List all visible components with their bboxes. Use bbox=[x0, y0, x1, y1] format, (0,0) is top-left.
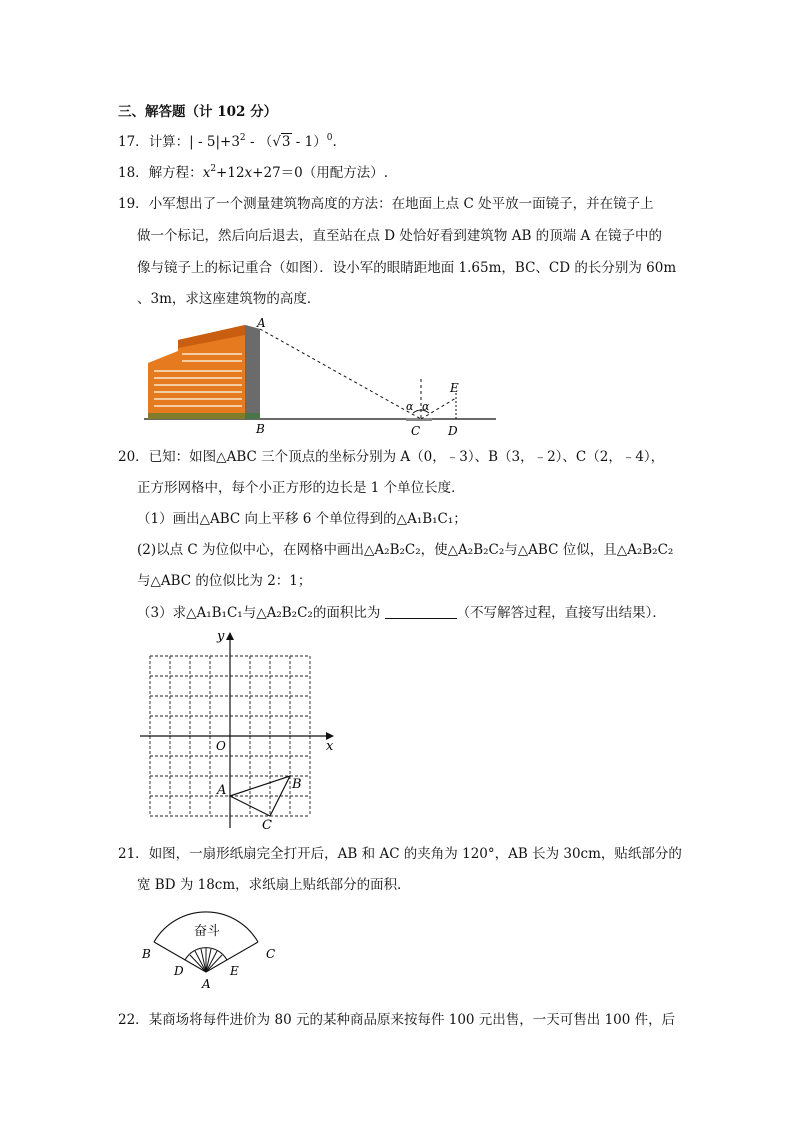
sqrt-symbol: √3 bbox=[272, 134, 291, 150]
svg-text:D: D bbox=[174, 964, 184, 978]
question-number: 20． bbox=[118, 449, 149, 465]
svg-text:C: C bbox=[262, 818, 272, 832]
question-19-line-3: 像与镜子上的标记重合（如图）．设小军的眼睛距地面 1.65m，BC、CD 的长分别为 60m bbox=[137, 260, 677, 276]
question-19-line-1: 19．小军想出了一个测量建筑物高度的方法：在地面上点 C 处平放一面镜子，并在镜子上 bbox=[118, 196, 654, 212]
svg-text:y: y bbox=[217, 629, 225, 644]
svg-text:A: A bbox=[257, 316, 266, 330]
svg-text:E: E bbox=[230, 964, 239, 978]
svg-text:A: A bbox=[217, 783, 227, 798]
paper-fan-figure bbox=[138, 900, 288, 992]
question-22-line-1: 22．某商场将每件进价为 80 元的某种商品原来按每件 100 元出售，一天可售出 100 件，后 bbox=[118, 1012, 676, 1028]
question-20-line-5: 与△ABC 的位似比为 2：1； bbox=[137, 573, 312, 589]
svg-text:O: O bbox=[216, 739, 226, 753]
question-20-line-2: 正方形网格中，每个小正方形的边长是 1 个单位长度． bbox=[137, 480, 465, 496]
svg-text:D: D bbox=[448, 424, 458, 437]
svg-text:C: C bbox=[411, 424, 421, 437]
fan-ribs-icon bbox=[190, 948, 222, 972]
svg-text:B: B bbox=[142, 947, 151, 961]
question-20-line-6: （3）求△A₁B₁C₁与△A₂B₂C₂的面积比为 （不写解答过程，直接写出结果）． bbox=[137, 605, 666, 621]
coordinate-grid-figure bbox=[132, 622, 342, 832]
question-20-line-4: (2)以点 C 为位似中心，在网格中画出△A₂B₂C₂，使△A₂B₂C₂与△ABC 位似，且△A₂B₂C₂ bbox=[137, 542, 674, 558]
question-20-line-1: 20．已知：如图△ABC 三个顶点的坐标分别为 A（0，﹣3）、B（3，﹣2）、C（2，﹣4）， bbox=[118, 449, 665, 465]
svg-text:C: C bbox=[266, 947, 276, 961]
svg-text:E: E bbox=[450, 381, 459, 395]
question-number: 21． bbox=[118, 846, 149, 862]
question-21-line-1: 21．如图，一扇形纸扇完全打开后，AB 和 AC 的夹角为 120°，AB 长为 30cm，贴纸部分的 bbox=[118, 846, 682, 862]
answer-blank[interactable] bbox=[385, 606, 457, 619]
question-17: 17．计算：| - $5|+3^2 - (√3 - 1)^0$. bbox=[118, 133, 337, 150]
svg-text:α: α bbox=[406, 400, 414, 413]
question-number: 18． bbox=[118, 165, 149, 181]
svg-text:B: B bbox=[292, 777, 302, 792]
question-number: 19． bbox=[118, 196, 149, 212]
question-21-line-2: 宽 BD 为 18cm，求纸扇上贴纸部分的面积． bbox=[137, 877, 411, 893]
question-19-line-2: 做一个标记，然后向后退去，直至站在点 D 处恰好看到建筑物 AB 的顶端 A 在镜子中的 bbox=[137, 228, 662, 244]
svg-text:α: α bbox=[422, 400, 430, 413]
question-number: 17． bbox=[118, 134, 149, 150]
section-title: 三、解答题（计 102 分） bbox=[118, 104, 278, 120]
building-mirror-figure bbox=[140, 315, 500, 437]
svg-text:x: x bbox=[326, 739, 334, 754]
svg-text:B: B bbox=[256, 422, 265, 436]
svg-text:奋斗: 奋斗 bbox=[194, 924, 221, 939]
question-18: 18．解方程：$x^2+12x+27=0$（用配方法）. bbox=[118, 164, 389, 181]
question-number: 22． bbox=[118, 1012, 149, 1028]
question-20-line-3: （1）画出△ABC 向上平移 6 个单位得到的△A₁B₁C₁； bbox=[137, 511, 467, 527]
question-19-line-4: 、3m，求这座建筑物的高度． bbox=[137, 291, 321, 307]
svg-text:A: A bbox=[202, 977, 211, 991]
